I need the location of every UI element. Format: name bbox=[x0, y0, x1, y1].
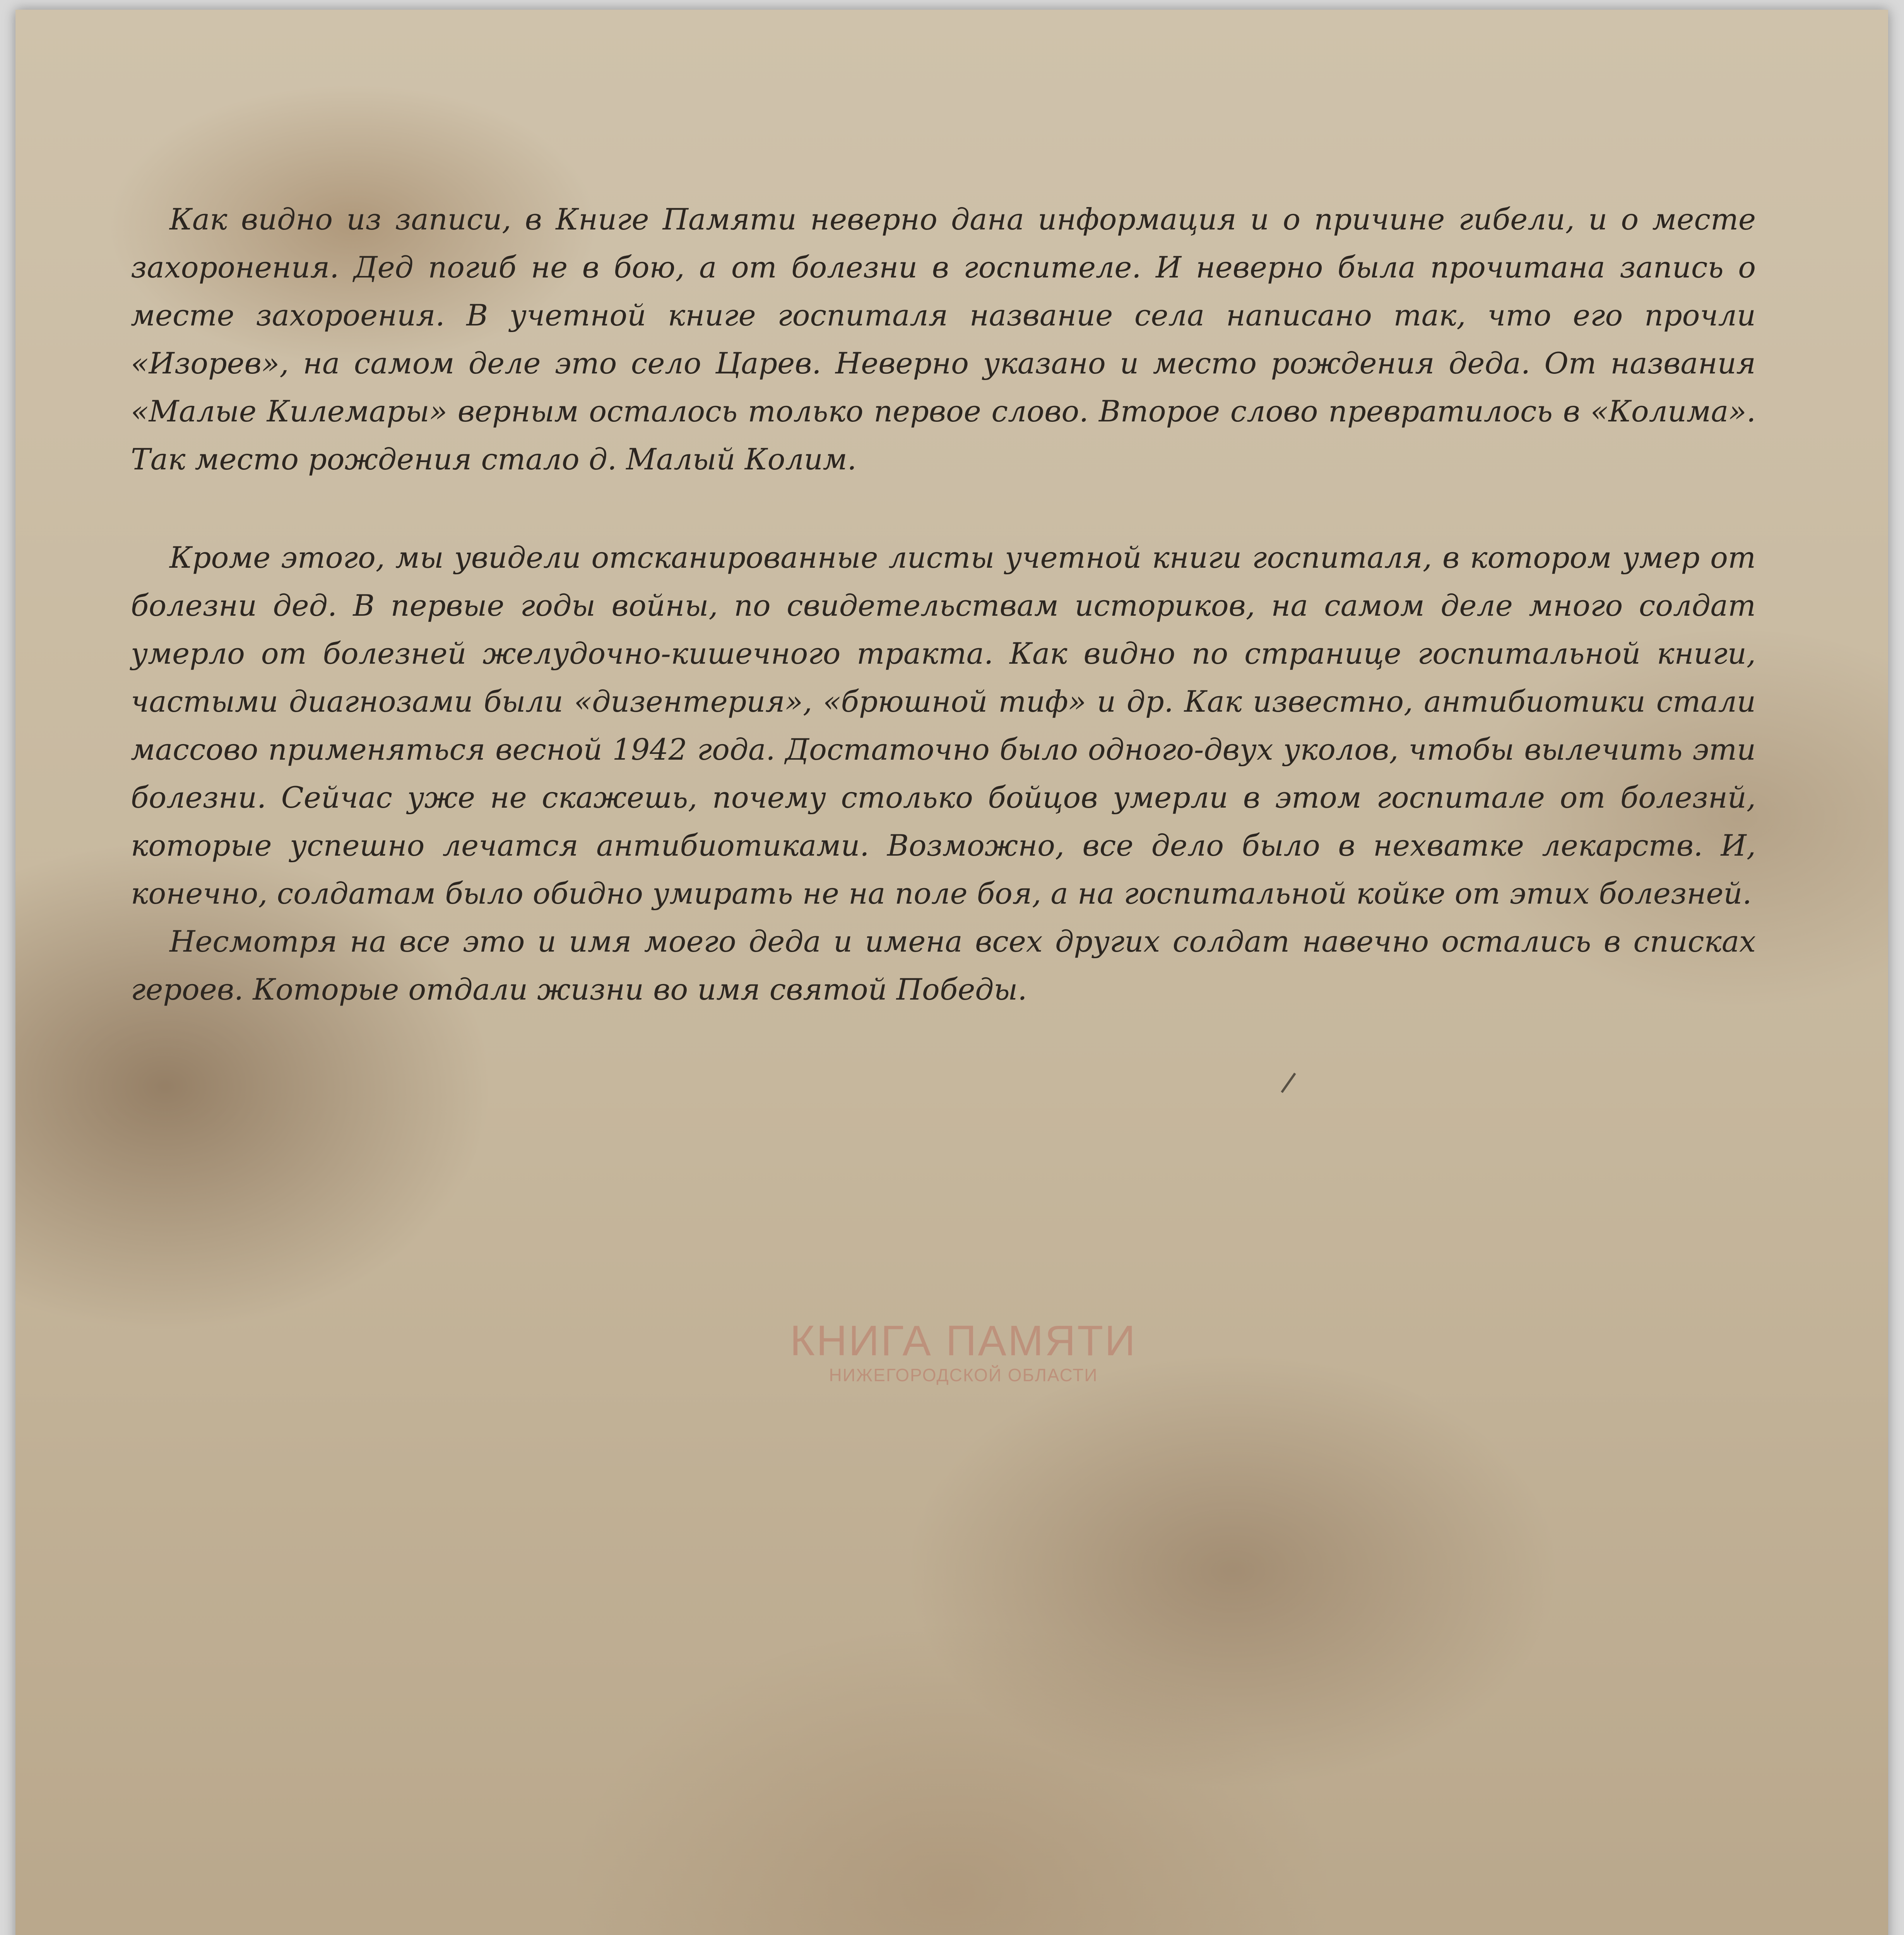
watermark-subtitle: НИЖЕГОРОДСКОЙ ОБЛАСТИ bbox=[829, 1365, 1098, 1385]
watermark-title: КНИГА ПАМЯТИ bbox=[790, 1317, 1137, 1365]
paragraph-2: Кроме этого, мы увидели отсканированные листы учетной книги госпиталя, в котором умер от болезни дед. В первые годы войны, по свидетельствам историков, на самом деле много солдат умерло от болезней желудочно-кишечного тракта. Как видно по странице госпитальной книги, частыми диагнозами были «дизентерия», «брюшной тиф» и др. Как известно, антибиотики стали массово применяться весной 1942 года. Достаточно было одного-двух уколов, чтобы вылечить эти болезни. Сейчас уже не скажешь, почему столько бойцов умерли в этом госпитале от болезнй, которые успешно лечатся антибиотиками. Возможно, все дело было в нехватке лекарств. И, конечно, солдатам было обидно умирать не на поле боя, а на госпитальной койке от этих болезней. bbox=[131, 540, 1756, 911]
watermark bbox=[751, 1318, 1176, 1386]
body-text bbox=[131, 195, 1756, 1014]
pen-mark bbox=[1281, 1073, 1296, 1093]
document-page bbox=[15, 10, 1888, 1935]
paragraph-1: Как видно из записи, в Книге Памяти неверно дана информация и о причине гибели, и о месте захоронения. Дед погиб не в бою, а от болезни в госпителе. И неверно была прочитана запись о месте захороения. В учетной книге госпиталя название села написано так, что его прочли «Изорев», на самом деле это село Царев. Неверно указано и место рождения деда. От названия «Малые Килемары» верным осталось только первое слово. Второе слово превратилось в «Колима». Так место рождения стало д. Малый Колим. bbox=[131, 202, 1756, 476]
paragraph-3: Несмотря на все это и имя моего деда и имена всех других солдат навечно остались в списках героев. Которые отдали жизни во имя святой Победы. bbox=[131, 924, 1756, 1007]
